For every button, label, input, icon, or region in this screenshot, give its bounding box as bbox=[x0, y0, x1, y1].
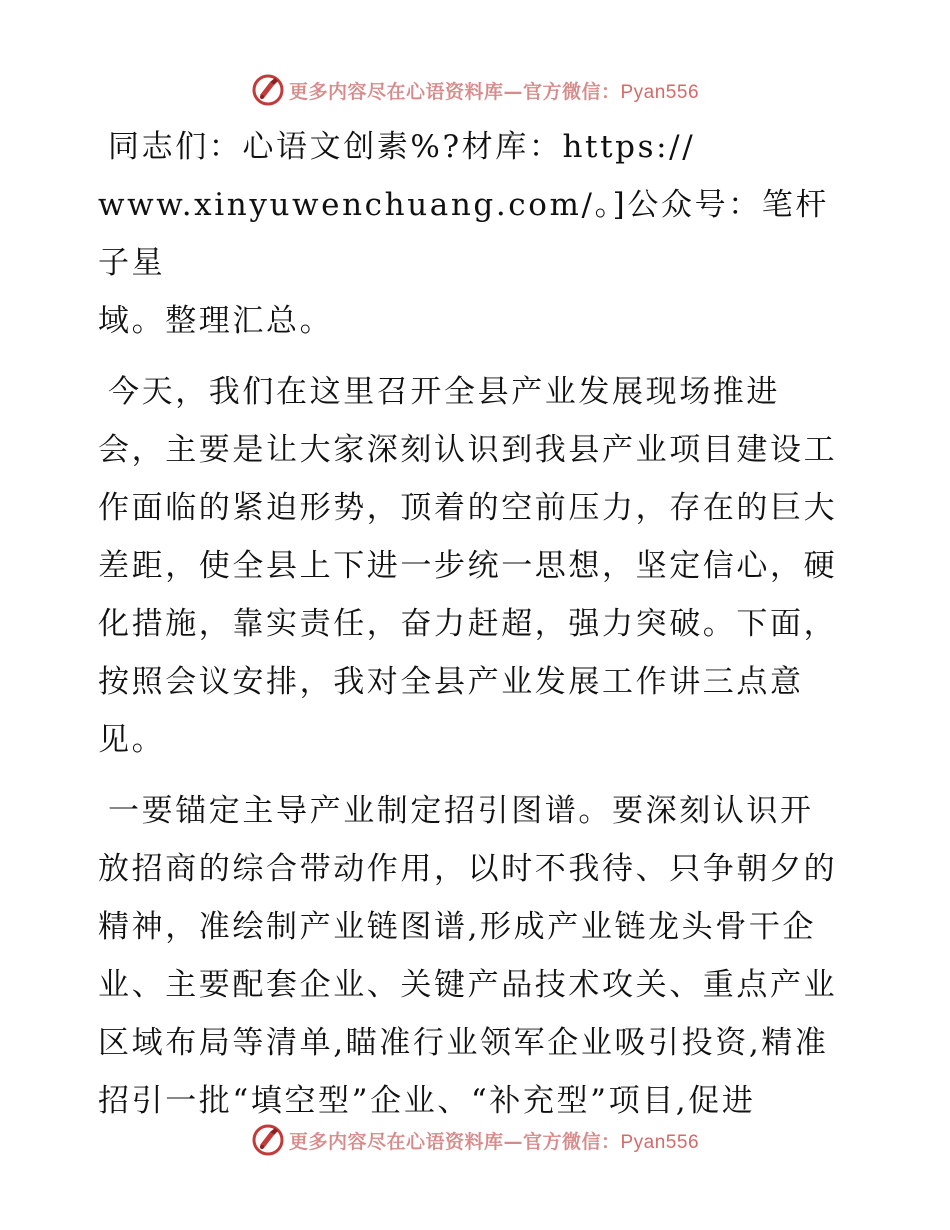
paragraph-point-one bbox=[98, 782, 858, 1130]
text-line: 差距，使全县上下进一步统一思想，坚定信心，硬 bbox=[98, 548, 838, 584]
footer-banner bbox=[0, 1120, 950, 1160]
header-banner bbox=[0, 70, 950, 110]
brand-logo-icon bbox=[251, 1123, 285, 1157]
brand-logo-icon bbox=[251, 73, 285, 107]
footer-wechat-id: Pyan556 bbox=[620, 1131, 700, 1153]
text-line: 作面临的紧迫形势，顶着的空前压力，存在的巨大 bbox=[98, 490, 838, 526]
header-banner-label: 更多内容尽在心语资料库—官方微信： bbox=[288, 80, 621, 103]
header-wechat-id: Pyan556 bbox=[620, 81, 700, 103]
text-line: www.xinyuwenchuang.com/。]公众号：笔杆子星 bbox=[98, 187, 829, 281]
text-line: 按照会议安排，我对全县产业发展工作讲三点意 bbox=[98, 664, 804, 700]
footer-banner-label: 更多内容尽在心语资料库—官方微信： bbox=[288, 1130, 621, 1153]
text-line: 化措施，靠实责任，奋力赶超，强力突破。下面， bbox=[98, 606, 838, 642]
text-line: 区域布局等清单,瞄准行业领军企业吸引投资,精准 bbox=[98, 1025, 829, 1061]
text-line: 放招商的综合带动作用，以时不我待、只争朝夕的 bbox=[98, 851, 838, 887]
text-line: 招引一批“填空型”企业、“补充型”项目,促进 bbox=[98, 1083, 756, 1119]
text-line: 业、主要配套企业、关键产品技术攻关、重点产业 bbox=[98, 967, 838, 1003]
text-line: 域。整理汇总。 bbox=[98, 303, 334, 339]
text-line: 精神，准绘制产业链图谱,形成产业链龙头骨干企 bbox=[98, 909, 817, 945]
paragraph-greeting bbox=[98, 118, 858, 350]
text-line: 今天，我们在这里召开全县产业发展现场推进 bbox=[108, 374, 780, 410]
document-body bbox=[98, 118, 858, 1143]
header-banner-text bbox=[289, 77, 699, 104]
text-line: 见。 bbox=[98, 722, 166, 758]
footer-banner-text bbox=[289, 1127, 699, 1154]
paragraph-intro bbox=[98, 363, 858, 769]
text-line: 一要锚定主导产业制定招引图谱。要深刻认识开 bbox=[108, 793, 814, 829]
text-line: 同志们：心语文创素%?材库：https:// bbox=[108, 129, 696, 165]
text-line: 会，主要是让大家深刻认识到我县产业项目建设工 bbox=[98, 432, 838, 468]
